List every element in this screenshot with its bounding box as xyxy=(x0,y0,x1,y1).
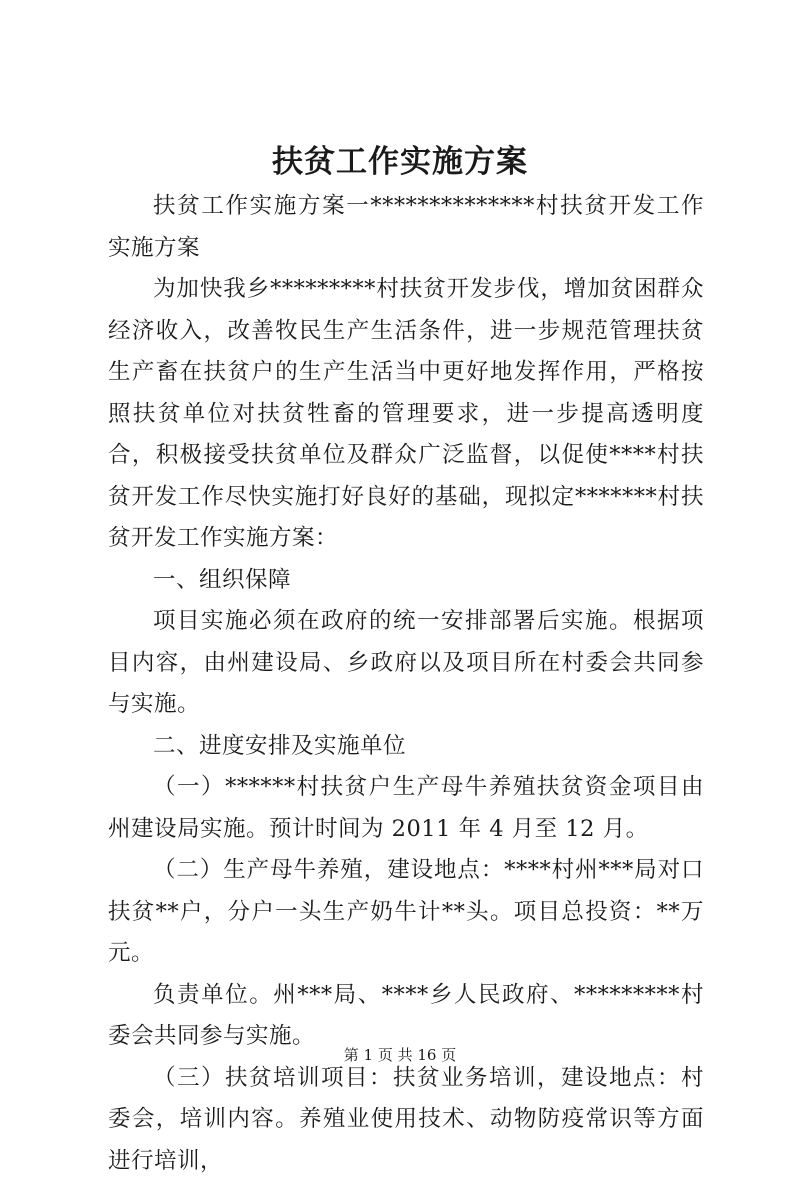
paragraph-item-3: （三）扶贫培训项目：扶贫业务培训，建设地点：村委会，培训内容。养殖业使用技术、动物防疫常识等方面进行培训， xyxy=(108,1058,704,1182)
document-body xyxy=(108,186,704,1182)
paragraph-item-1: （一）******村扶贫户生产母牛养殖扶贫资金项目由州建设局实施。预计时间为 2011 年 4 月至 12 月。 xyxy=(108,767,704,850)
heading-schedule: 二、进度安排及实施单位 xyxy=(108,726,704,768)
paragraph-subtitle: 扶贫工作实施方案一**************村扶贫开发工作实施方案 xyxy=(108,186,704,269)
paragraph-responsible: 负责单位。州***局、****乡人民政府、*********村委会共同参与实施。 xyxy=(108,975,704,1058)
page-footer: 第 1 页 共 16 页 xyxy=(0,1045,800,1065)
paragraph-intro: 为加快我乡*********村扶贫开发步伐，增加贫困群众经济收入，改善牧民生产生活条件，进一步规范管理扶贫生产畜在扶贫户的生产生活当中更好地发挥作用，严格按照扶贫单位对扶贫牲畜的管理要求，进一步提高透明度合，积极接受扶贫单位及群众广泛监督，以促使****村扶贫开发工作尽快实施打好良好的基础，现拟定*******村扶贫开发工作实施方案： xyxy=(108,269,704,560)
document-title: 扶贫工作实施方案 xyxy=(0,140,800,184)
paragraph-organization: 项目实施必须在政府的统一安排部署后实施。根据项目内容，由州建设局、乡政府以及项目所在村委会共同参与实施。 xyxy=(108,601,704,726)
paragraph-item-2: （二）生产母牛养殖，建设地点：****村州***局对口扶贫**户，分户一头生产奶牛计**头。项目总投资：**万元。 xyxy=(108,850,704,975)
heading-organization: 一、组织保障 xyxy=(108,560,704,602)
